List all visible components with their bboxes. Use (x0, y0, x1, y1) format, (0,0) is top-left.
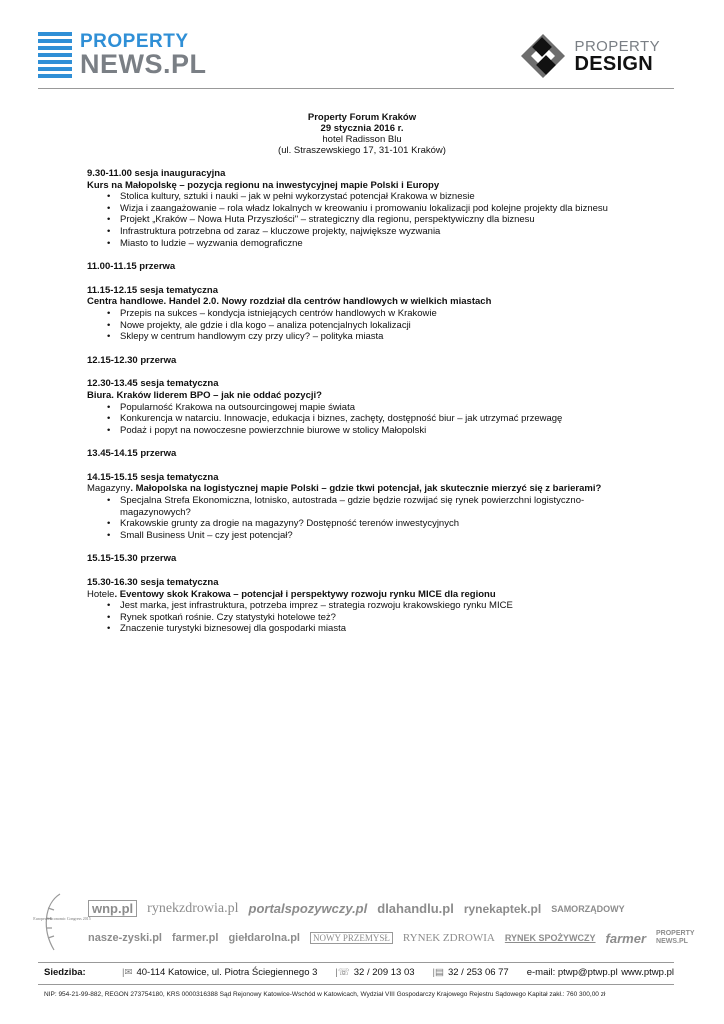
contact-fax: 32 / 253 06 77 (447, 967, 509, 978)
session-title (87, 483, 647, 495)
logo-left-top: PROPERTY (80, 31, 189, 52)
eec-laurel-icon (33, 890, 91, 954)
event-venue: hotel Radisson Blu (322, 134, 402, 145)
contact-address: 40-114 Katowice, ul. Piotra Ściegiennego 3 (136, 967, 318, 978)
logo-right-bottom: DESIGN (574, 52, 654, 75)
partner-row-2 (88, 930, 702, 946)
phone-icon: |☏ (335, 967, 350, 978)
partner-logo: PROPERTY NEWS.PL (656, 930, 695, 945)
list-item: • Miasto to ludzie – wyzwania demograficzne (120, 238, 647, 250)
partner-logos (33, 890, 695, 960)
partner-logo: RYNEK SPOŻYWCZY (504, 933, 596, 943)
list-item: • Jest marka, jest infrastruktura, potrzeba imprez – strategia rozwoju krakowskiego rynku MICE (120, 600, 647, 612)
agenda-section (87, 285, 647, 343)
session-title-text: Centra handlowe. Handel 2.0. Nowy rozdział dla centrów handlowych w wielkich miastach (87, 296, 492, 308)
agenda-section (87, 168, 647, 249)
session-time: 14.15-15.15 sesja tematyczna (87, 471, 219, 483)
partner-logo: farmer.pl (171, 932, 219, 944)
session-title (87, 296, 647, 308)
partner-logo: portalspozywczy.pl (248, 901, 368, 916)
session-time: 11.00-11.15 przerwa (87, 261, 176, 273)
partner-row-1 (88, 900, 625, 917)
footer-divider-top (38, 962, 674, 963)
session-title-prefix: Hotele (87, 588, 115, 600)
contact-phone: 32 / 209 13 03 (353, 967, 415, 978)
session-time: 12.15-12.30 przerwa (87, 354, 177, 366)
session-topics (87, 308, 647, 343)
agenda-section (87, 448, 647, 460)
event-info (0, 112, 724, 156)
session-title (87, 180, 647, 192)
session-title-text: . Małopolska na logistycznej mapie Polski – gdzie tkwi potencjał, jak skutecznie mierzyć się z barierami? (130, 483, 602, 495)
logo-right-top: PROPERTY (574, 37, 660, 55)
agenda-section (87, 553, 647, 565)
property-design-mark-icon (517, 30, 569, 82)
list-item: • Stolica kultury, sztuki i nauki – jak w pełni wykorzystać potencjał Krakowa w biznesie (120, 191, 647, 203)
session-topics (87, 600, 647, 635)
agenda-section (87, 378, 647, 436)
session-title (87, 589, 647, 601)
session-title-text: Kurs na Małopolskę – pozycja regionu na inwestycyjnej mapie Polski i Europy (87, 179, 440, 191)
session-time: 12.30-13.45 sesja tematyczna (87, 378, 219, 390)
event-title: Property Forum Kraków (307, 112, 417, 123)
agenda-section (87, 577, 647, 635)
session-title (87, 390, 647, 402)
footer-divider-bottom (38, 984, 674, 985)
list-item: • Popularność Krakowa na outsourcingowej mapie świata (120, 402, 647, 414)
partner-logo: nasze-zyski.pl (88, 932, 162, 944)
property-design-logo (517, 30, 660, 82)
session-topics (87, 495, 647, 541)
list-item: • Podaż i popyt na nowoczesne powierzchnie biurowe w stolicy Małopolski (120, 425, 647, 437)
partner-logo: rynekzdrowia.pl (147, 900, 239, 916)
property-news-logo (38, 32, 207, 78)
list-item: • Infrastruktura potrzebna od zaraz – kluczowe projekty, największe wyzwania (120, 226, 647, 238)
contact-email[interactable]: e-mail: ptwp@ptwp.pl (526, 967, 618, 978)
stripes-icon (38, 32, 72, 78)
list-item: • Sklepy w centrum handlowym czy przy ulicy? – polityka miasta (120, 331, 647, 343)
session-topics (87, 191, 647, 249)
page-header (38, 30, 660, 90)
list-item: • Znaczenie turystyki biznesowej dla gospodarki miasta (120, 623, 647, 635)
list-item: • Krakowskie grunty za drogie na magazyny? Dostępność terenów inwestycyjnych (120, 518, 647, 530)
session-title-text: Biura. Kraków liderem BPO – jak nie oddać pozycji? (87, 389, 322, 401)
list-item: • Specjalna Strefa Ekonomiczna, lotnisko, autostrada – gdzie będzie rozwijać się rynek powierzchni logistyczno-magazynowych? (120, 495, 647, 518)
list-item: • Projekt „Kraków – Nowa Huta Przyszłości" – strategiczny dla regionu, perspektywiczny dla biznesu (120, 214, 647, 226)
logo-left-bottom: NEWS.PL (80, 49, 207, 79)
partner-logo: giełdarolna.pl (228, 932, 300, 944)
partner-logo: wnp.pl (88, 900, 137, 917)
session-title-text: . Eventowy skok Krakowa – potencjał i perspektywy rozwoju rynku MICE dla regionu (114, 588, 496, 600)
event-address: (ul. Straszewskiego 17, 31-101 Kraków) (278, 145, 446, 156)
eec-label: European Economic Congress 2015 (33, 916, 91, 921)
session-title-prefix: Magazyny (87, 483, 131, 495)
list-item: • Nowe projekty, ale gdzie i dla kogo – analiza potencjalnych lokalizacji (120, 320, 647, 332)
partner-logo: RYNEK ZDROWIA (402, 932, 495, 944)
agenda-section (87, 355, 647, 367)
partner-logo: farmer (605, 930, 647, 946)
session-time: 11.15-12.15 sesja tematyczna (87, 284, 218, 296)
agenda (87, 168, 647, 647)
session-time: 15.15-15.30 przerwa (87, 553, 177, 565)
session-topics (87, 402, 647, 437)
session-time: 9.30-11.00 sesja inauguracyjna (87, 168, 226, 179)
header-divider (38, 88, 674, 89)
fax-icon: |▤ (432, 967, 444, 978)
list-item: • Wizja i zaangażowanie – rola władz lokalnych w kreowaniu i promowaniu lokalizacji pod kolejne projekty dla biznesu (120, 203, 647, 215)
contact-www[interactable]: www.ptwp.pl (621, 967, 674, 978)
contact-bar (44, 967, 674, 978)
list-item: • Konkurencja w natarciu. Innowacje, edukacja i biznes, zachęty, dostępność biur – jak utrzymać przewagę (120, 413, 647, 425)
list-item: • Przepis na sukces – kondycja istniejących centrów handlowych w Krakowie (120, 308, 647, 320)
partner-logo: SAMORZĄDOWY (551, 903, 625, 914)
list-item: • Small Business Unit – czy jest potencjał? (120, 530, 647, 542)
partner-logo: rynekaptek.pl (463, 901, 542, 916)
event-date: 29 stycznia 2016 r. (320, 123, 404, 134)
address-icon: |✉ (122, 967, 133, 978)
session-time: 15.30-16.30 sesja tematyczna (87, 577, 219, 589)
agenda-section (87, 261, 647, 273)
session-time: 13.45-14.15 przerwa (87, 448, 177, 460)
contact-label: Siedziba: (44, 967, 86, 978)
partner-logo: dlahandlu.pl (377, 901, 454, 916)
agenda-section (87, 472, 647, 542)
legal-info: NIP: 954-21-99-882, REGON 273754180, KRS 0000316388 Sąd Rejonowy Katowice-Wschód w Katowicach, Wydział VIII Gospodarczy Krajowego Rejestru Sądowego Kapitał zakł.: 760 300,00 zł (44, 991, 606, 998)
partner-logo: NOWY PRZEMYSŁ (310, 932, 393, 944)
list-item: • Rynek spotkań rośnie. Czy statystyki hotelowe też? (120, 612, 647, 624)
